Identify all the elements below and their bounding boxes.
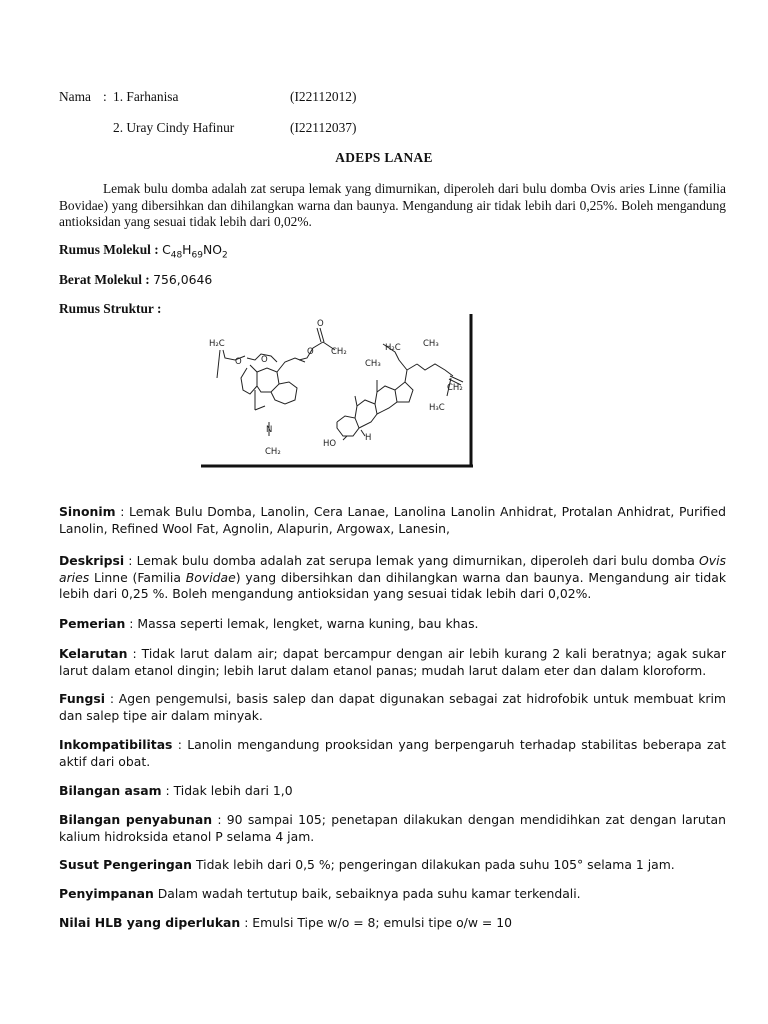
- section-deskripsi: Deskripsi : Lemak bulu domba adalah zat serupa lemak yang dimurnikan, diperoleh dari bulu domba Ovis aries Linne (Familia Bovidae) yang dibersihkan dan dihilangkan warna dan baunya. Mengandung air tidak lebih dari 0,25 %. Boleh mengandung antioksidan yang sesuai tidak lebih dari 0,02%.: [59, 553, 726, 601]
- label-n: N: [266, 425, 273, 435]
- section-inkompatibilitas: Inkompatibilitas : Lanolin mengandung prooksidan yang berpengaruh terhadap stabilitas beberapa zat aktif dari obat.: [59, 737, 726, 769]
- penyimpanan-label: Penyimpanan: [59, 886, 154, 901]
- sinonim-text: : Lemak Bulu Domba, Lanolin, Cera Lanae, Lanolina Lanolin Anhidrat, Protalan Anhidrat, Purified Lanolin, Refined Wool Fat, Agnolin, Alapurin, Argowax, Lanesin,: [59, 504, 726, 536]
- berat-molekul-label: Berat Molekul :: [59, 272, 150, 287]
- label-ch3-a: CH₃: [365, 359, 381, 369]
- section-kelarutan: Kelarutan : Tidak larut dalam air; dapat bercampur dengan air lebih kurang 2 kali beratnya; agak sukar larut dalam etanol dingin; lebih larut dalam etanol panas; mudah larut dalam eter dan dalam kloroform.: [59, 646, 726, 678]
- fungsi-label: Fungsi: [59, 691, 105, 706]
- intro-paragraph: Lemak bulu domba adalah zat serupa lemak yang dimurnikan, diperoleh dari bulu domba Ovis aries Linne (familia Bovidae) yang dibersihkan dan dihilangkan warna dan baunya. Mengandung air tidak lebih dari 0,25%. Boleh mengandung antioksidan yang sesuai tidak lebih dari 0,02%.: [59, 181, 726, 229]
- section-fungsi: Fungsi : Agen pengemulsi, basis salep dan dapat digunakan sebagai zat hidrofobik untuk membuat krim dan salep tipe air dalam minyak.: [59, 691, 726, 723]
- label-h2c-b: H₂C: [385, 343, 401, 353]
- molecular-formula: $C_{48}H_{69}NO_2$: [162, 242, 228, 261]
- document-title: ADEPS LANAE: [335, 150, 433, 165]
- kelarutan-label: Kelarutan: [59, 646, 128, 661]
- section-bilangan-penyabunan: Bilangan penyabunan : 90 sampai 105; penetapan dilakukan dengan mendidihkan zat dengan larutan kalium hidroksida etanol P selama 4 jam.: [59, 812, 726, 844]
- pemerian-label: Pemerian: [59, 616, 126, 631]
- nama-label: [59, 89, 91, 105]
- student-1-name: 1. Farhanisa: [113, 89, 179, 104]
- sinonim-label: Sinonim: [59, 504, 116, 519]
- nilai-hlb-label: Nilai HLB yang diperlukan: [59, 915, 241, 930]
- section-nilai-hlb: Nilai HLB yang diperlukan : Emulsi Tipe w/o = 8; emulsi tipe o/w = 10: [59, 915, 513, 930]
- section-penyimpanan: Penyimpanan Dalam wadah tertutup baik, sebaiknya pada suhu kamar terkendali.: [59, 886, 581, 901]
- deskripsi-label: Deskripsi: [59, 553, 125, 568]
- nama-colon: :: [103, 89, 107, 104]
- label-o-d: O: [317, 319, 324, 329]
- rumus-molekul: [59, 242, 228, 260]
- susut-pengeringan-label: Susut Pengeringan: [59, 857, 192, 872]
- label-o-c: O: [307, 347, 314, 357]
- student-1-id: (I22112012): [290, 89, 357, 104]
- section-pemerian: Pemerian : Massa seperti lemak, lengket, warna kuning, bau khas.: [59, 616, 479, 631]
- structure-diagram: [195, 310, 480, 470]
- berat-molekul: [59, 272, 212, 288]
- section-susut-pengeringan: Susut Pengeringan Tidak lebih dari 0,5 %; pengeringan dilakukan pada suhu 105° selama 1 jam.: [59, 857, 675, 872]
- rumus-struktur-label: Rumus Struktur :: [59, 301, 162, 316]
- label-ch2-a: CH₂: [331, 347, 347, 357]
- inkompatibilitas-label: Inkompatibilitas: [59, 737, 173, 752]
- label-h2c-a: H₂C: [209, 339, 225, 349]
- label-ch3-b: CH₃: [423, 339, 439, 349]
- section-bilangan-asam: Bilangan asam : Tidak lebih dari 1,0: [59, 783, 293, 798]
- label-ch2-c: CH₂: [447, 383, 463, 393]
- bilangan-penyabunan-label: Bilangan penyabunan: [59, 812, 213, 827]
- label-o-a: O: [235, 357, 242, 367]
- label-o-b: O: [261, 355, 268, 365]
- berat-molekul-value: 756,0646: [153, 272, 213, 287]
- label-h3c: H₃C: [429, 403, 445, 413]
- label-ho: HO: [323, 439, 337, 449]
- section-sinonim: [59, 504, 726, 537]
- student-2-name: 2. Uray Cindy Hafinur: [113, 120, 235, 135]
- label-ch2-b: CH₂: [265, 447, 281, 457]
- student-2-id: (I22112037): [290, 120, 357, 135]
- rumus-molekul-label: Rumus Molekul :: [59, 242, 159, 257]
- nama-label-text: Nama: [59, 89, 91, 104]
- bilangan-asam-label: Bilangan asam: [59, 783, 162, 798]
- label-h: H: [365, 433, 372, 443]
